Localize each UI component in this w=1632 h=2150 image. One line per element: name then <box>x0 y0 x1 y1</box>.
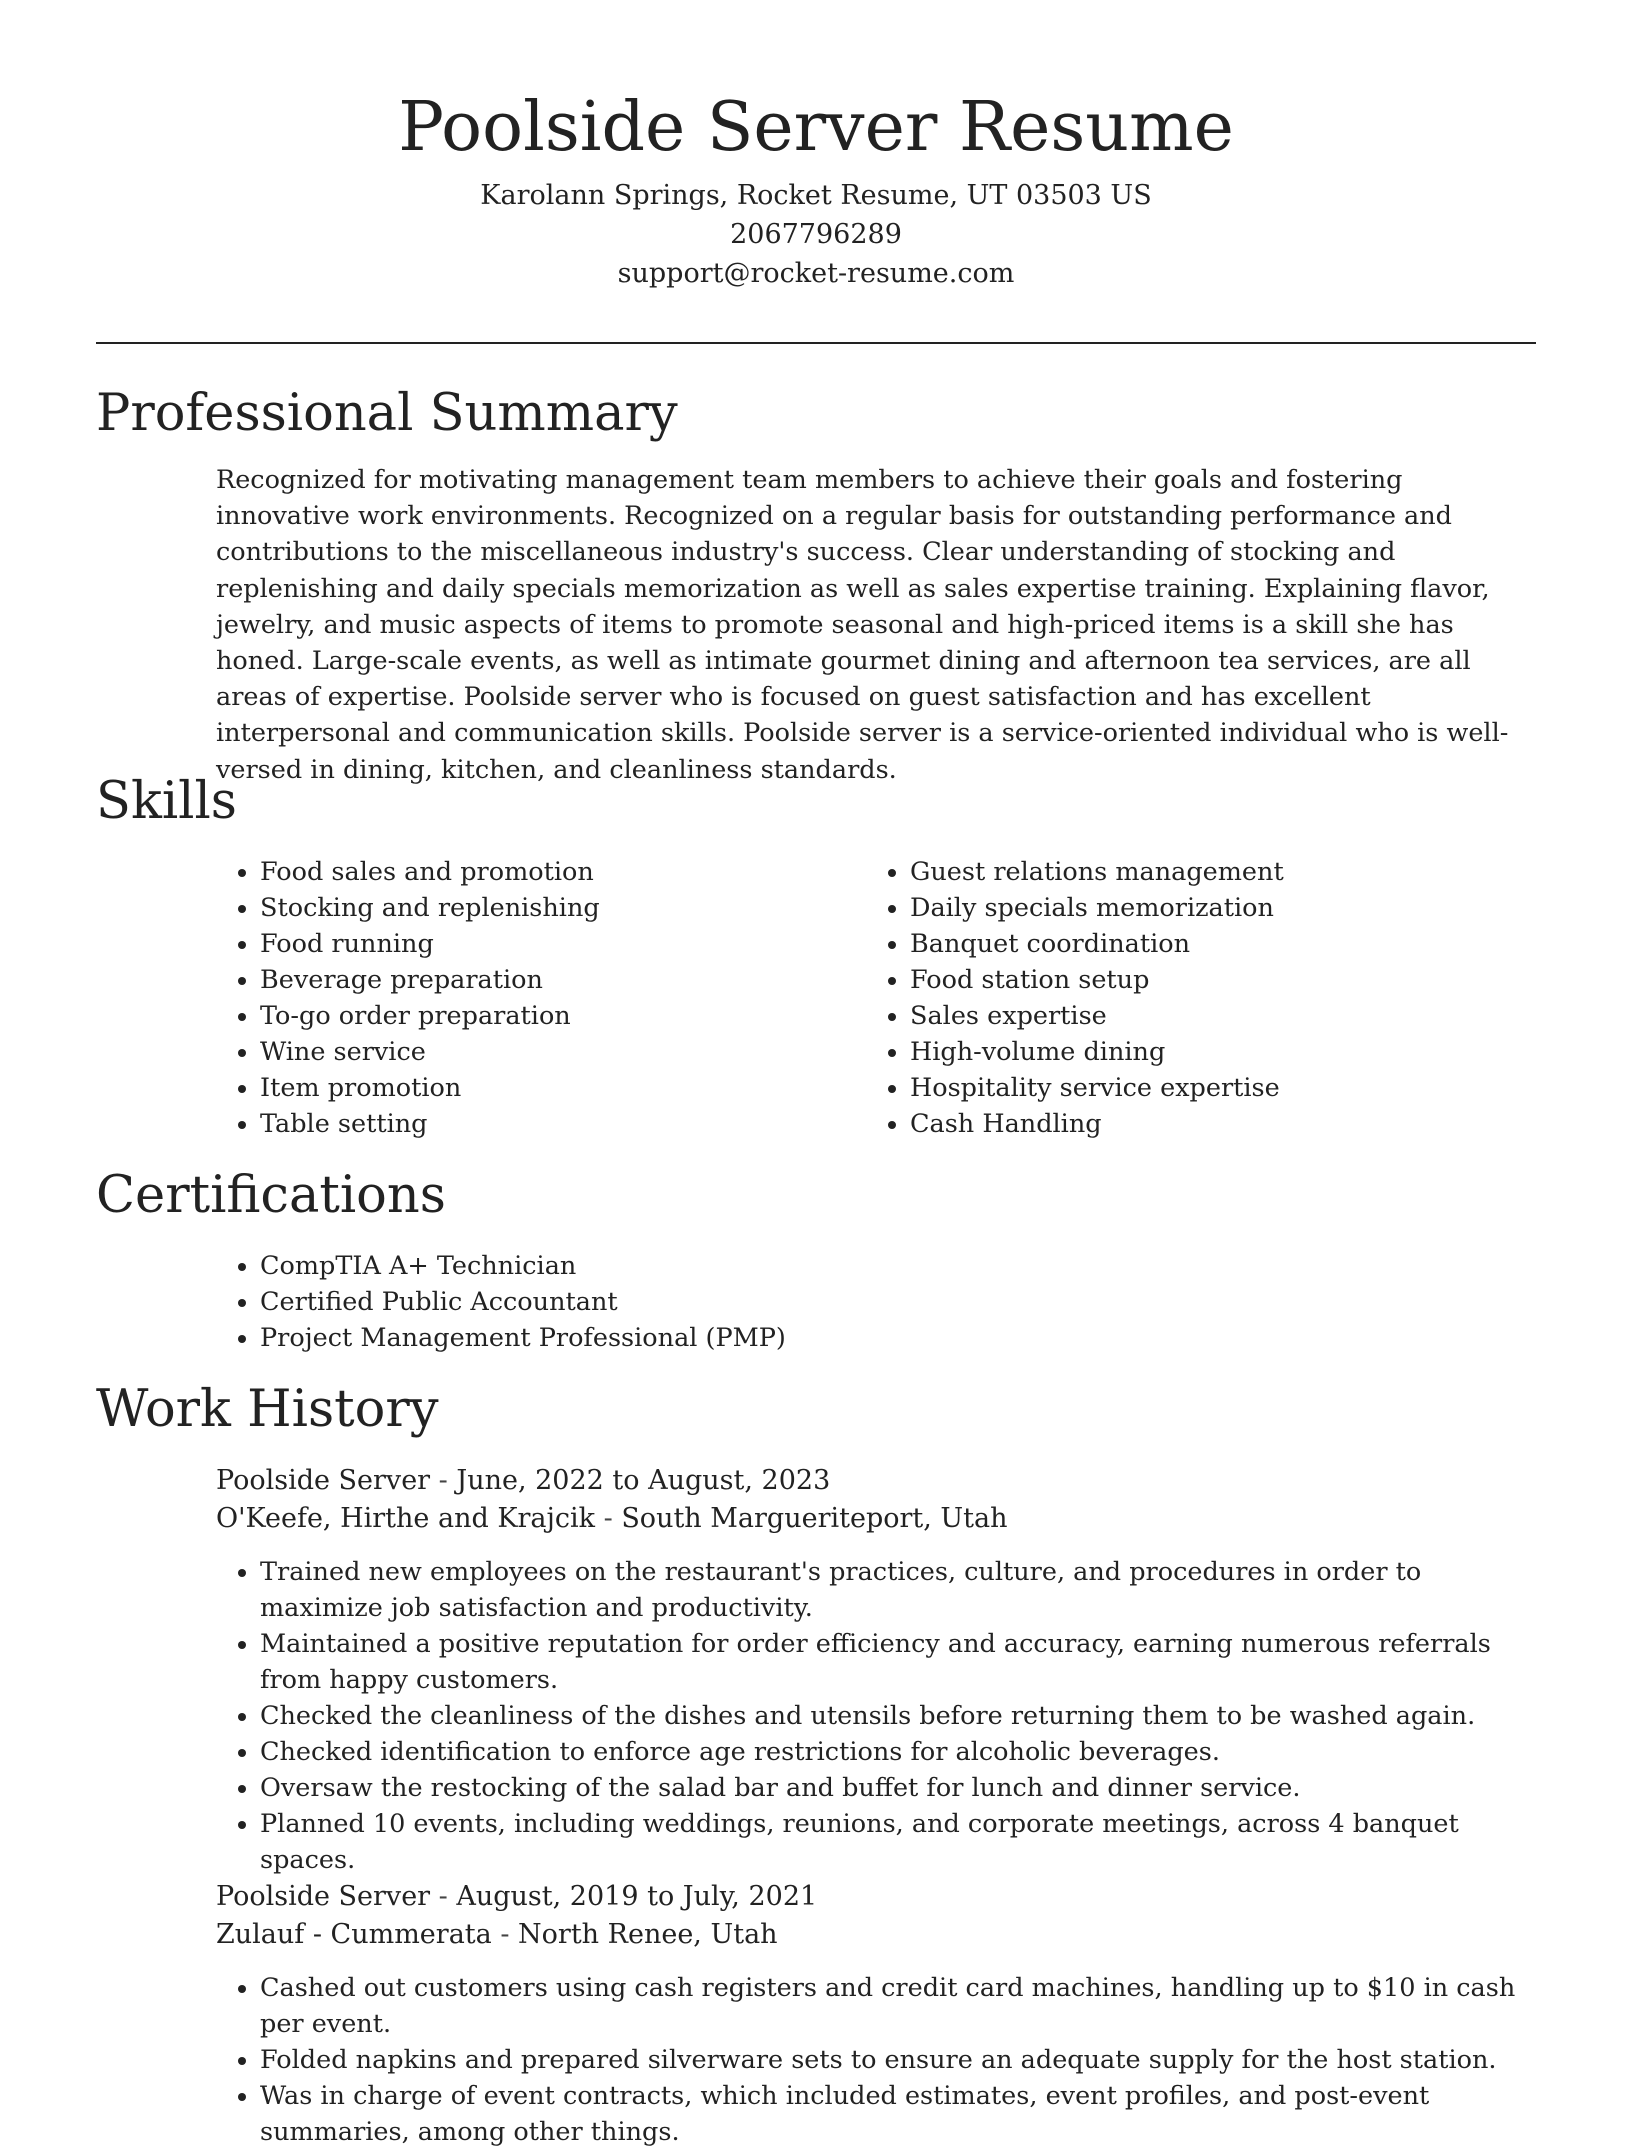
job-bullets <box>216 1970 1546 2150</box>
skill-item: • Food running <box>260 926 856 962</box>
skill-item: • Food sales and promotion <box>260 854 856 890</box>
skill-item: • Table setting <box>260 1106 856 1142</box>
job-bullet: • Planned 10 events, including weddings, reunions, and corporate meetings, across 4 banquet spaces. <box>260 1806 1546 1878</box>
skill-item: • Hospitality service expertise <box>910 1070 1506 1106</box>
separator: - <box>595 1503 622 1534</box>
job-bullet: • Oversaw the restocking of the salad bar and buffet for lunch and dinner service. <box>260 1770 1546 1806</box>
skill-item: • Stocking and replenishing <box>260 890 856 926</box>
job-company-line <box>216 1916 1546 1954</box>
skill-item: • Banquet coordination <box>910 926 1506 962</box>
skill-item: • Daily specials memorization <box>910 890 1506 926</box>
job-company: O'Keefe, Hirthe and Krajcik <box>216 1503 596 1534</box>
contact-block <box>0 176 1632 293</box>
job-bullet: • Maintained a positive reputation for order efficiency and accuracy, earning numerous referrals from happy customers. <box>260 1626 1546 1698</box>
job-bullet: • Folded napkins and prepared silverware sets to ensure an adequate supply for the host station. <box>260 2042 1546 2078</box>
skill-item: • High-volume dining <box>910 1034 1506 1070</box>
job-dates: August, 2019 to July, 2021 <box>456 1881 818 1912</box>
separator: - <box>430 1881 457 1912</box>
resume-title: Poolside Server Resume <box>398 88 1234 167</box>
skills-column-left <box>216 854 856 1142</box>
contact-email: support@rocket-resume.com <box>617 258 1015 289</box>
certification-item: • CompTIA A+ Technician <box>260 1248 1216 1284</box>
job-company: Zulauf - Cummerata <box>216 1919 492 1950</box>
skill-item: • Sales expertise <box>910 998 1506 1034</box>
job-entry <box>216 1462 1546 1878</box>
skill-item: • Beverage preparation <box>260 962 856 998</box>
skill-item: • Food station setup <box>910 962 1506 998</box>
resume-header <box>0 80 1632 293</box>
contact-phone: 2067796289 <box>730 219 902 250</box>
header-divider <box>96 342 1536 344</box>
section-title-certifications: Certifications <box>96 1166 446 1225</box>
certification-item: • Certified Public Accountant <box>260 1284 1216 1320</box>
skill-item: • Wine service <box>260 1034 856 1070</box>
job-bullet: • Was in charge of event contracts, which included estimates, event profiles, and post-event summaries, among other things. <box>260 2078 1546 2150</box>
job-location: North Renee, Utah <box>518 1919 778 1950</box>
job-bullet: • Checked the cleanliness of the dishes and utensils before returning them to be washed again. <box>260 1698 1546 1734</box>
skills-column-right <box>866 854 1506 1142</box>
job-bullet: • Checked identification to enforce age restrictions for alcoholic beverages. <box>260 1734 1546 1770</box>
job-company-line <box>216 1500 1546 1538</box>
job-title-line <box>216 1878 1546 1916</box>
skill-item: • To-go order preparation <box>260 998 856 1034</box>
certifications-list <box>216 1248 1216 1356</box>
job-dates: June, 2022 to August, 2023 <box>456 1465 831 1496</box>
job-bullet: • Trained new employees on the restaurant's practices, culture, and procedures in order to maximize job satisfaction and productivity. <box>260 1554 1546 1626</box>
job-title: Poolside Server <box>216 1881 431 1912</box>
skill-item: • Item promotion <box>260 1070 856 1106</box>
separator: - <box>430 1465 457 1496</box>
skill-item: • Cash Handling <box>910 1106 1506 1142</box>
skill-item: • Guest relations management <box>910 854 1506 890</box>
summary-text: Recognized for motivating management team members to achieve their goals and fostering innovative work environments. Recognized on a regular basis for outstanding performance and contributions to the miscellaneous industry's success. Clear understanding of stocking and replenishing and daily specials memorization as well as sales expertise training. Explaining flavor, jewelry, and music aspects of items to promote seasonal and high-priced items is a skill she has honed. Large-scale events, as well as intimate gourmet dining and afternoon tea services, are all areas of expertise. Poolside server who is focused on guest satisfaction and has excellent interpersonal and communication skills. Poolside server is a service-oriented individual who is well-versed in dining, kitchen, and cleanliness standards. <box>216 465 1509 785</box>
skills-list-left <box>216 854 856 1142</box>
contact-address: Karolann Springs, Rocket Resume, UT 03503 US <box>480 180 1152 211</box>
job-title-line <box>216 1462 1546 1500</box>
job-bullets <box>216 1554 1546 1878</box>
section-title-work-history: Work History <box>96 1380 439 1439</box>
certification-item: • Project Management Professional (PMP) <box>260 1320 1216 1356</box>
separator: - <box>491 1919 519 1950</box>
section-title-skills: Skills <box>96 772 237 831</box>
job-title: Poolside Server <box>216 1465 431 1496</box>
certifications-block <box>216 1248 1216 1356</box>
job-entry <box>216 1878 1546 2150</box>
job-bullet: • Cashed out customers using cash registers and credit card machines, handling up to $10 in cash per event. <box>260 1970 1546 2042</box>
job-location: South Margueriteport, Utah <box>621 1503 1008 1534</box>
skills-list-right <box>866 854 1506 1142</box>
section-title-summary: Professional Summary <box>96 384 678 443</box>
